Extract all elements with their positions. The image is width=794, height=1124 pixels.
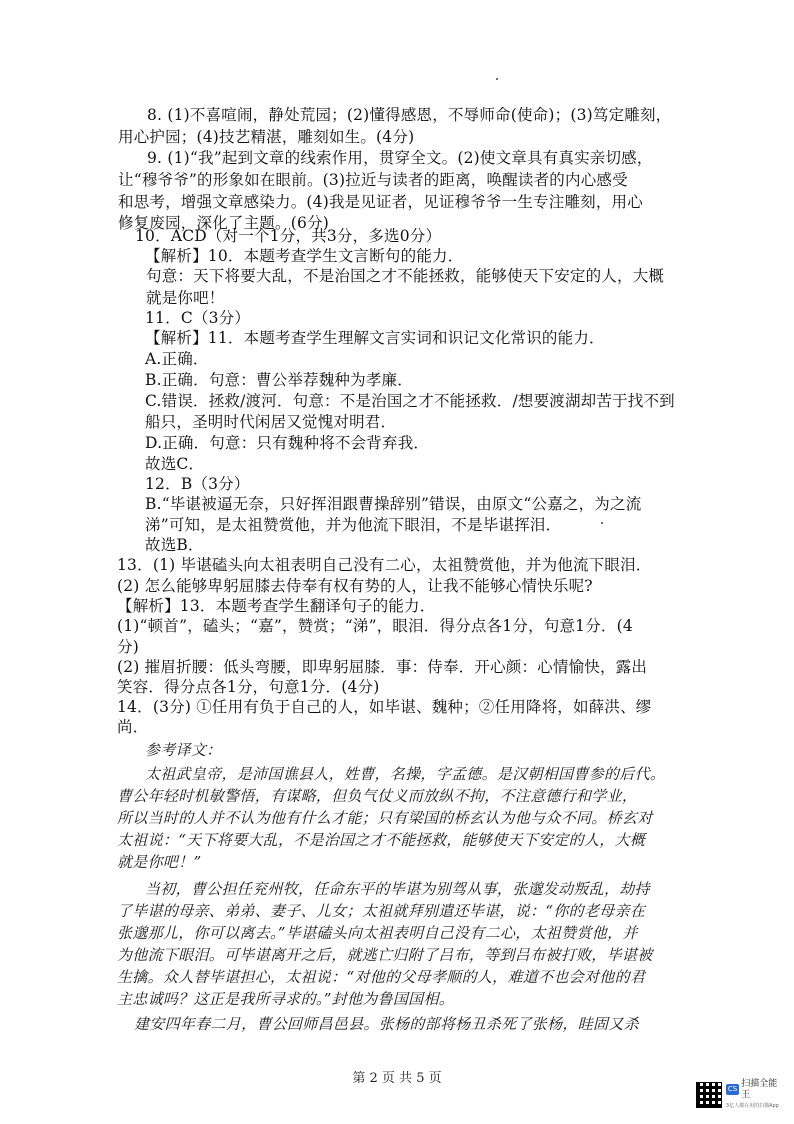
answer-line: C.错误．拯救/渡河．句意：不是治国之才不能拯救．/想要渡湖却苦于找不到 [145, 392, 675, 410]
watermark-sub: 3亿人都在用的扫描App [725, 1102, 779, 1109]
translation-line: 就是你吧！” [117, 853, 202, 871]
answer-line: 11．C（3分） [145, 309, 251, 327]
qr-code-icon [696, 1082, 722, 1108]
translation-line: 太祖说：“天下将要大乱，不是治国之才不能拯救，能够使天下安定的人，大概 [117, 831, 646, 849]
answer-line: 10．ACD（对一个1分，共3分，多选0分） [135, 227, 442, 245]
translation-line: 当初，曹公担任兖州牧，任命东平的毕谌为别驾从事，张邈发动叛乱，劫持 [145, 880, 650, 898]
answer-line: 就是你吧！ [146, 289, 225, 307]
answer-line: 分) [117, 638, 139, 656]
translation-line: 张邈那儿，你可以离去。”毕谌磕头向太祖表明自己没有二心，太祖赞赏他，并 [117, 924, 638, 942]
answer-line: (1)“顿首”，磕头；“嘉”，赞赏；“涕”，眼泪．得分点各1分，句意1分．(4 [117, 617, 633, 635]
page-footer: 第 2 页 共 5 页 [352, 1071, 442, 1086]
answer-line: B.“毕谌被逼无奈，只好挥泪跟曹操辞别”错误，由原文“公嘉之，为之流 [145, 495, 642, 513]
answer-line: 让“穆爷爷”的形象如在眼前。(3)拉近与读者的距离，唤醒读者的内心感受 [118, 171, 628, 189]
answer-line: 涕”可知，是太祖赞赏他，并为他流下眼泪，不是毕谌挥泪． [145, 516, 562, 534]
translation-line: 所以当时的人并不认为他有什么才能；只有梁国的桥玄认为他与众不同。桥玄对 [117, 809, 653, 827]
watermark-brand-name: 扫描全能王 [741, 1078, 778, 1100]
answer-line: 【解析】10．本题考查学生文言断句的能力． [145, 247, 464, 265]
answer-line: (2) 摧眉折腰：低头弯腰，即卑躬屈膝．事：侍奉．开心颜：心情愉快，露出 [117, 658, 648, 676]
answer-line: 13．(1) 毕谌磕头向太祖表明自己没有二心，太祖赞赏他，并为他流下眼泪． [117, 556, 652, 574]
answer-line: 笑容．得分点各1分，句意1分．(4分) [117, 678, 380, 696]
answer-line: 【解析】11．本题考查学生理解文言实词和识记文化常识的能力． [145, 329, 605, 347]
answer-line: 故选B． [145, 536, 204, 554]
answer-line: 船只，圣明时代闲居又觉愧对明君． [145, 413, 397, 431]
answer-line: 8. (1)不喜喧闹，静处荒园；(2)懂得感恩，不辱师命(使命)；(3)笃定雕刻， [147, 106, 672, 124]
answer-line: 故选C． [145, 455, 205, 473]
scan-speck [601, 522, 603, 524]
answer-line: 【解析】13．本题考查学生翻译句子的能力． [117, 597, 436, 615]
translation-line: 为他流下眼泪。可毕谌离开之后，就逃亡归附了吕布，等到吕布被打败，毕谌被 [117, 946, 653, 964]
answer-line: 修复废园，深化了主题。(6分) [118, 214, 329, 232]
answer-line: B.正确．句意：曹公举荐魏种为孝廉． [145, 371, 413, 389]
translation-heading: 参考译文： [145, 741, 222, 759]
answer-line: 用心护园；(4)技艺精湛，雕刻如生。(4分) [118, 128, 415, 146]
translation-line: 曹公年轻时机敏警悟，有谋略，但负气仗义而放纵不拘，不注意德行和学业， [117, 787, 638, 805]
translation-line: 建安四年春二月，曹公回师昌邑县。张杨的部将杨丑杀死了张杨，眭固又杀 [134, 1015, 639, 1033]
answer-line: 尚． [117, 718, 149, 736]
cs-badge: CS [727, 1085, 738, 1093]
scanner-watermark [696, 1080, 786, 1110]
translation-line: 了毕谌的母亲、弟弟、妻子、儿女；太祖就拜别遣还毕谌，说：“你的老母亲在 [117, 902, 646, 920]
answer-line: A.正确． [145, 350, 209, 368]
answer-line: 12．B（3分） [145, 475, 250, 493]
translation-line: 主忠诚吗？这正是我所寻求的。”封他为鲁国国相。 [117, 990, 455, 1008]
answer-line: 9. (1)“我”起到文章的线索作用，贯穿全文。(2)使文章具有真实亲切感， [147, 149, 653, 167]
translation-line: 生擒。众人替毕谌担心，太祖说：“对他的父母孝顺的人，难道不也会对他的君 [117, 968, 646, 986]
translation-line: 太祖武皇帝，是沛国谯县人，姓曹，名操，字孟德。是汉朝相国曹参的后代。 [145, 765, 666, 783]
watermark-text [726, 1079, 786, 1112]
answer-line: 和思考，增强文章感染力。(4)我是见证者，见证穆爷爷一生专注雕刻，用心 [118, 193, 643, 211]
watermark-brand [726, 1079, 786, 1101]
answer-line: 句意：天下将要大乱，不是治国之才不能拯救，能够使天下安定的人，大概 [146, 267, 665, 285]
answer-line: (2) 怎么能够卑躬屈膝去侍奉有权有势的人，让我不能够心情快乐呢? [117, 577, 593, 595]
answer-line: D.正确．句意：只有魏种将不会背弃我． [145, 434, 430, 452]
scan-speck [496, 78, 498, 80]
answer-line: 14．(3分) ①任用有负于自己的人，如毕谌、魏种；②任用降将，如薛洪、缪 [117, 698, 652, 716]
